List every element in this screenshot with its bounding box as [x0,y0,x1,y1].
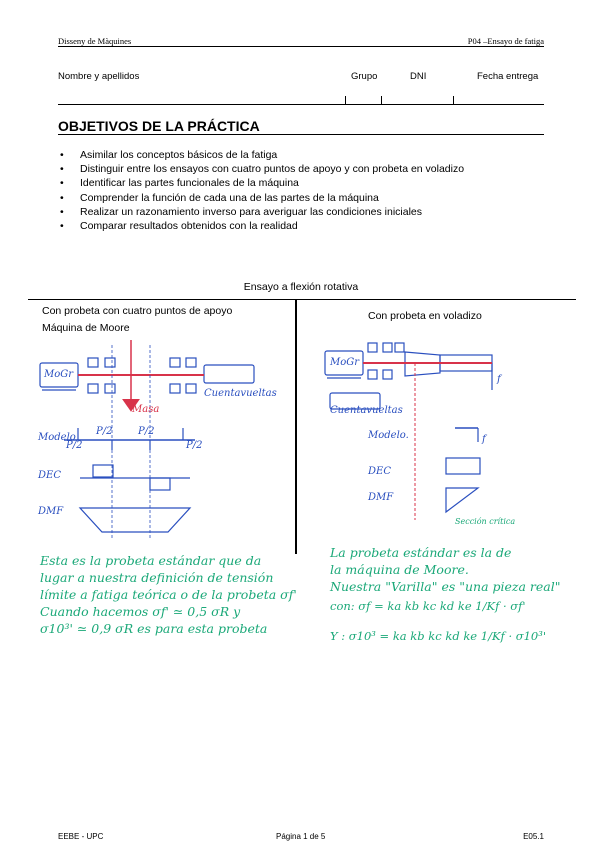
right-note-line: Y : σ10³ = ka kb kc kd ke 1/Kf · σ10³' [330,629,547,643]
left-note-line: σ10³' ≃ 0,9 σR es para esta probeta [40,621,268,636]
list-item: • Asimilar los conceptos básicos de la fatiga [58,148,464,162]
dec-label: DEC [38,470,61,481]
counter-label: Cuentavueltas [330,405,403,416]
moment-diagram [446,488,478,512]
field-group-label: Grupo [351,71,378,82]
dmf-label: DMF [38,506,64,517]
left-panel-title: Con probeta con cuatro puntos de apoyo [42,305,233,317]
right-note-line: con: σf = ka kb kc kd ke 1/Kf · σf' [330,599,526,613]
bearing [170,358,180,367]
header-course: Disseny de Màquines [58,36,132,46]
bearing [383,370,392,379]
reaction-label: P/2 [186,440,203,451]
right-note-line: La probeta estándar es la de [330,545,512,560]
field-dni-label: DNI [410,71,427,82]
right-note-line: Nuestra "Varilla" es "una pieza real" [330,579,561,594]
right-note-line: la máquina de Moore. [330,562,469,577]
right-panel-title: Con probeta en voladizo [368,310,482,322]
model-label: Modelo [38,432,76,443]
dmf-label: DMF [368,492,394,503]
left-note-line: Esta es la probeta estándar que da [40,553,262,568]
mass-label: Masa [132,404,160,415]
counter-label: Cuentavueltas [204,388,277,399]
field-name-label: Nombre y apellidos [58,71,140,82]
left-note-line: límite a fatiga teórica o de la probeta σf' [40,587,297,602]
footer-code: E05.1 [523,832,544,841]
bearing [186,358,196,367]
section-title: Ensayo a flexión rotativa [243,281,359,293]
load-label: P/2 [138,426,155,437]
motor-label: MoGr [44,369,74,380]
model-label: Modelo. [368,430,409,441]
list-item: • Realizar un razonamiento inverso para averiguar las condiciones iniciales [58,205,464,219]
bearing [186,384,196,393]
load-label: P/2 [96,426,113,437]
bearing [170,384,180,393]
header-practice: P04 –Ensayo de fatiga [467,36,544,46]
bearing [105,358,115,367]
reaction-label: P/2 [66,440,83,451]
list-item: • Comparar resultados obtenidos con la realidad [58,219,464,233]
footer-page-number: Página 1 de 5 [276,832,326,841]
objectives-title: OBJETIVOS DE LA PRÁCTICA [58,118,260,134]
motor-label: MoGr [330,357,360,368]
list-item: • Comprender la función de cada una de las partes de la máquina [58,191,464,205]
shear-block [446,458,480,474]
counter-box [204,365,254,383]
footer-left: EEBE - UPC [58,832,104,841]
force-label: f [482,434,486,445]
bearing [368,343,377,352]
field-date-label: Fecha entrega [477,71,539,82]
left-note-line: lugar a nuestra definición de tensión [40,570,274,585]
left-note-line: Cuando hacemos σf' ≃ 0,5 σR y [40,604,241,619]
bearing [88,384,98,393]
bearing [368,370,377,379]
shear-block [93,465,113,477]
critical-section-label: Sección crítica [455,517,516,526]
bearing [395,343,404,352]
list-item: • Identificar las partes funcionales de la máquina [58,176,464,190]
left-panel-subtitle: Máquina de Moore [42,322,130,334]
bearing [383,343,392,352]
force-label: f [497,374,501,385]
bearing [88,358,98,367]
bearing [105,384,115,393]
list-item: • Distinguir entre los ensayos con cuatro puntos de apoyo y con probeta en voladizo [58,162,464,176]
shear-block [150,478,170,490]
dec-label: DEC [368,466,391,477]
moment-diagram [80,508,190,532]
